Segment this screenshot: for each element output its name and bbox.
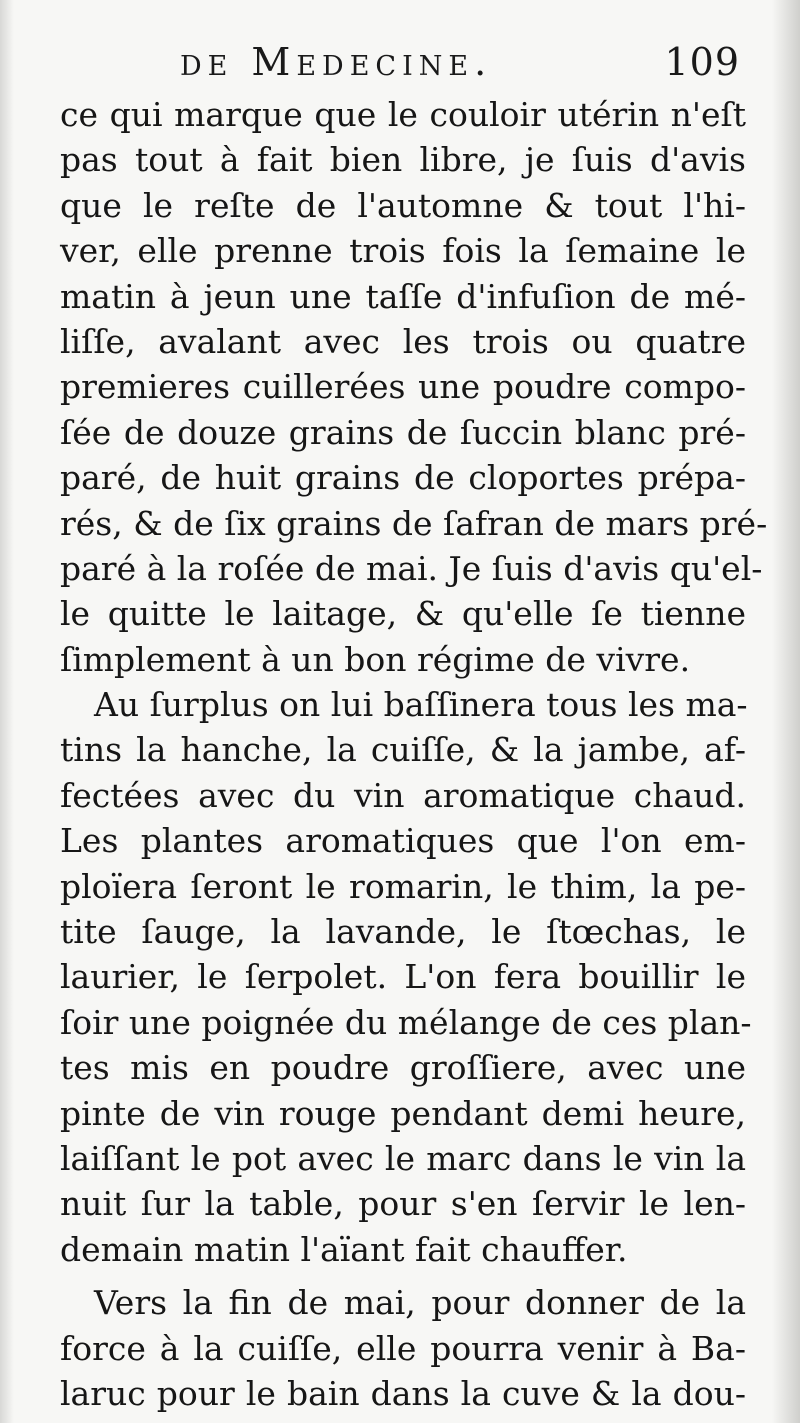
text-line: pinte de vin rouge pendant demi heure,: [60, 1093, 746, 1133]
text-line: force à la cuiſſe, elle pourra venir à Ba-: [60, 1328, 746, 1368]
text-line: rés, & de ſix grains de ſafran de mars pré-: [60, 503, 768, 543]
page-edge-left: [0, 0, 14, 1423]
page-number: 109: [664, 40, 740, 84]
text-line: paré à la roſée de mai. Je ſuis d'avis qu'el-: [60, 548, 763, 588]
text-line: fectées avec du vin aromatique chaud.: [60, 775, 746, 815]
running-title: de Medecine.: [180, 40, 493, 84]
text-line: ce qui marque que le couloir utérin n'eſt: [60, 95, 746, 134]
paragraph-1: [60, 92, 768, 682]
text-line: premieres cuillerées une poudre compo-: [60, 367, 746, 407]
text-line: liſſe, avalant avec les trois ou quatre: [60, 321, 746, 361]
text-line: nuit ſur la table, pour s'en ſervir le len-: [60, 1184, 746, 1224]
text-line: demain matin l'aïant fait chauffer.: [60, 1229, 628, 1269]
text-line: ſimplement à un bon régime de vivre.: [60, 639, 691, 679]
text-line: tite ſauge, la lavande, le ſtœchas, le: [60, 912, 746, 952]
paragraph-2: [60, 682, 752, 1272]
text-line: laiſſant le pot avec le marc dans le vin la: [60, 1138, 746, 1178]
text-line: Les plantes aromatiques que l'on em-: [60, 821, 746, 861]
text-line: pas tout à fait bien libre, je ſuis d'avis: [60, 140, 746, 180]
text-line: le quitte le laitage, & qu'elle ſe tienne: [60, 594, 746, 634]
text-line: Vers la fin de mai, pour donner de la: [94, 1283, 746, 1323]
paragraph-gap: [60, 1272, 746, 1280]
text-line: ſée de douze grains de ſuccin blanc pré-: [60, 412, 746, 452]
text-line: laruc pour le bain dans la cuve & la dou-: [60, 1373, 746, 1413]
text-line: matin à jeun une taſſe d'infuſion de mé-: [60, 276, 746, 316]
body-text: [60, 92, 768, 1416]
text-line: ver, elle prenne trois fois la ſemaine le: [60, 231, 746, 271]
page-edge-right: [772, 0, 800, 1423]
paragraph-3: [60, 1280, 746, 1416]
text-line: ploïera ſeront le romarin, le thim, la pe-: [60, 866, 746, 906]
text-line: tins la hanche, la cuiſſe, & la jambe, af-: [60, 730, 746, 770]
text-line: laurier, le ſerpolet. L'on fera bouillir le: [60, 957, 746, 997]
text-line: paré, de huit grains de cloportes prépa-: [60, 458, 746, 498]
text-line: que le reſte de l'automne & tout l'hi-: [60, 185, 746, 225]
page-header: [60, 40, 740, 100]
text-line: ſoir une poignée du mélange de ces plan-: [60, 1002, 752, 1042]
text-line: tes mis en poudre groſſiere, avec une: [60, 1048, 746, 1088]
text-line: Au ſurplus on lui baſſinera tous les ma-: [94, 685, 748, 725]
